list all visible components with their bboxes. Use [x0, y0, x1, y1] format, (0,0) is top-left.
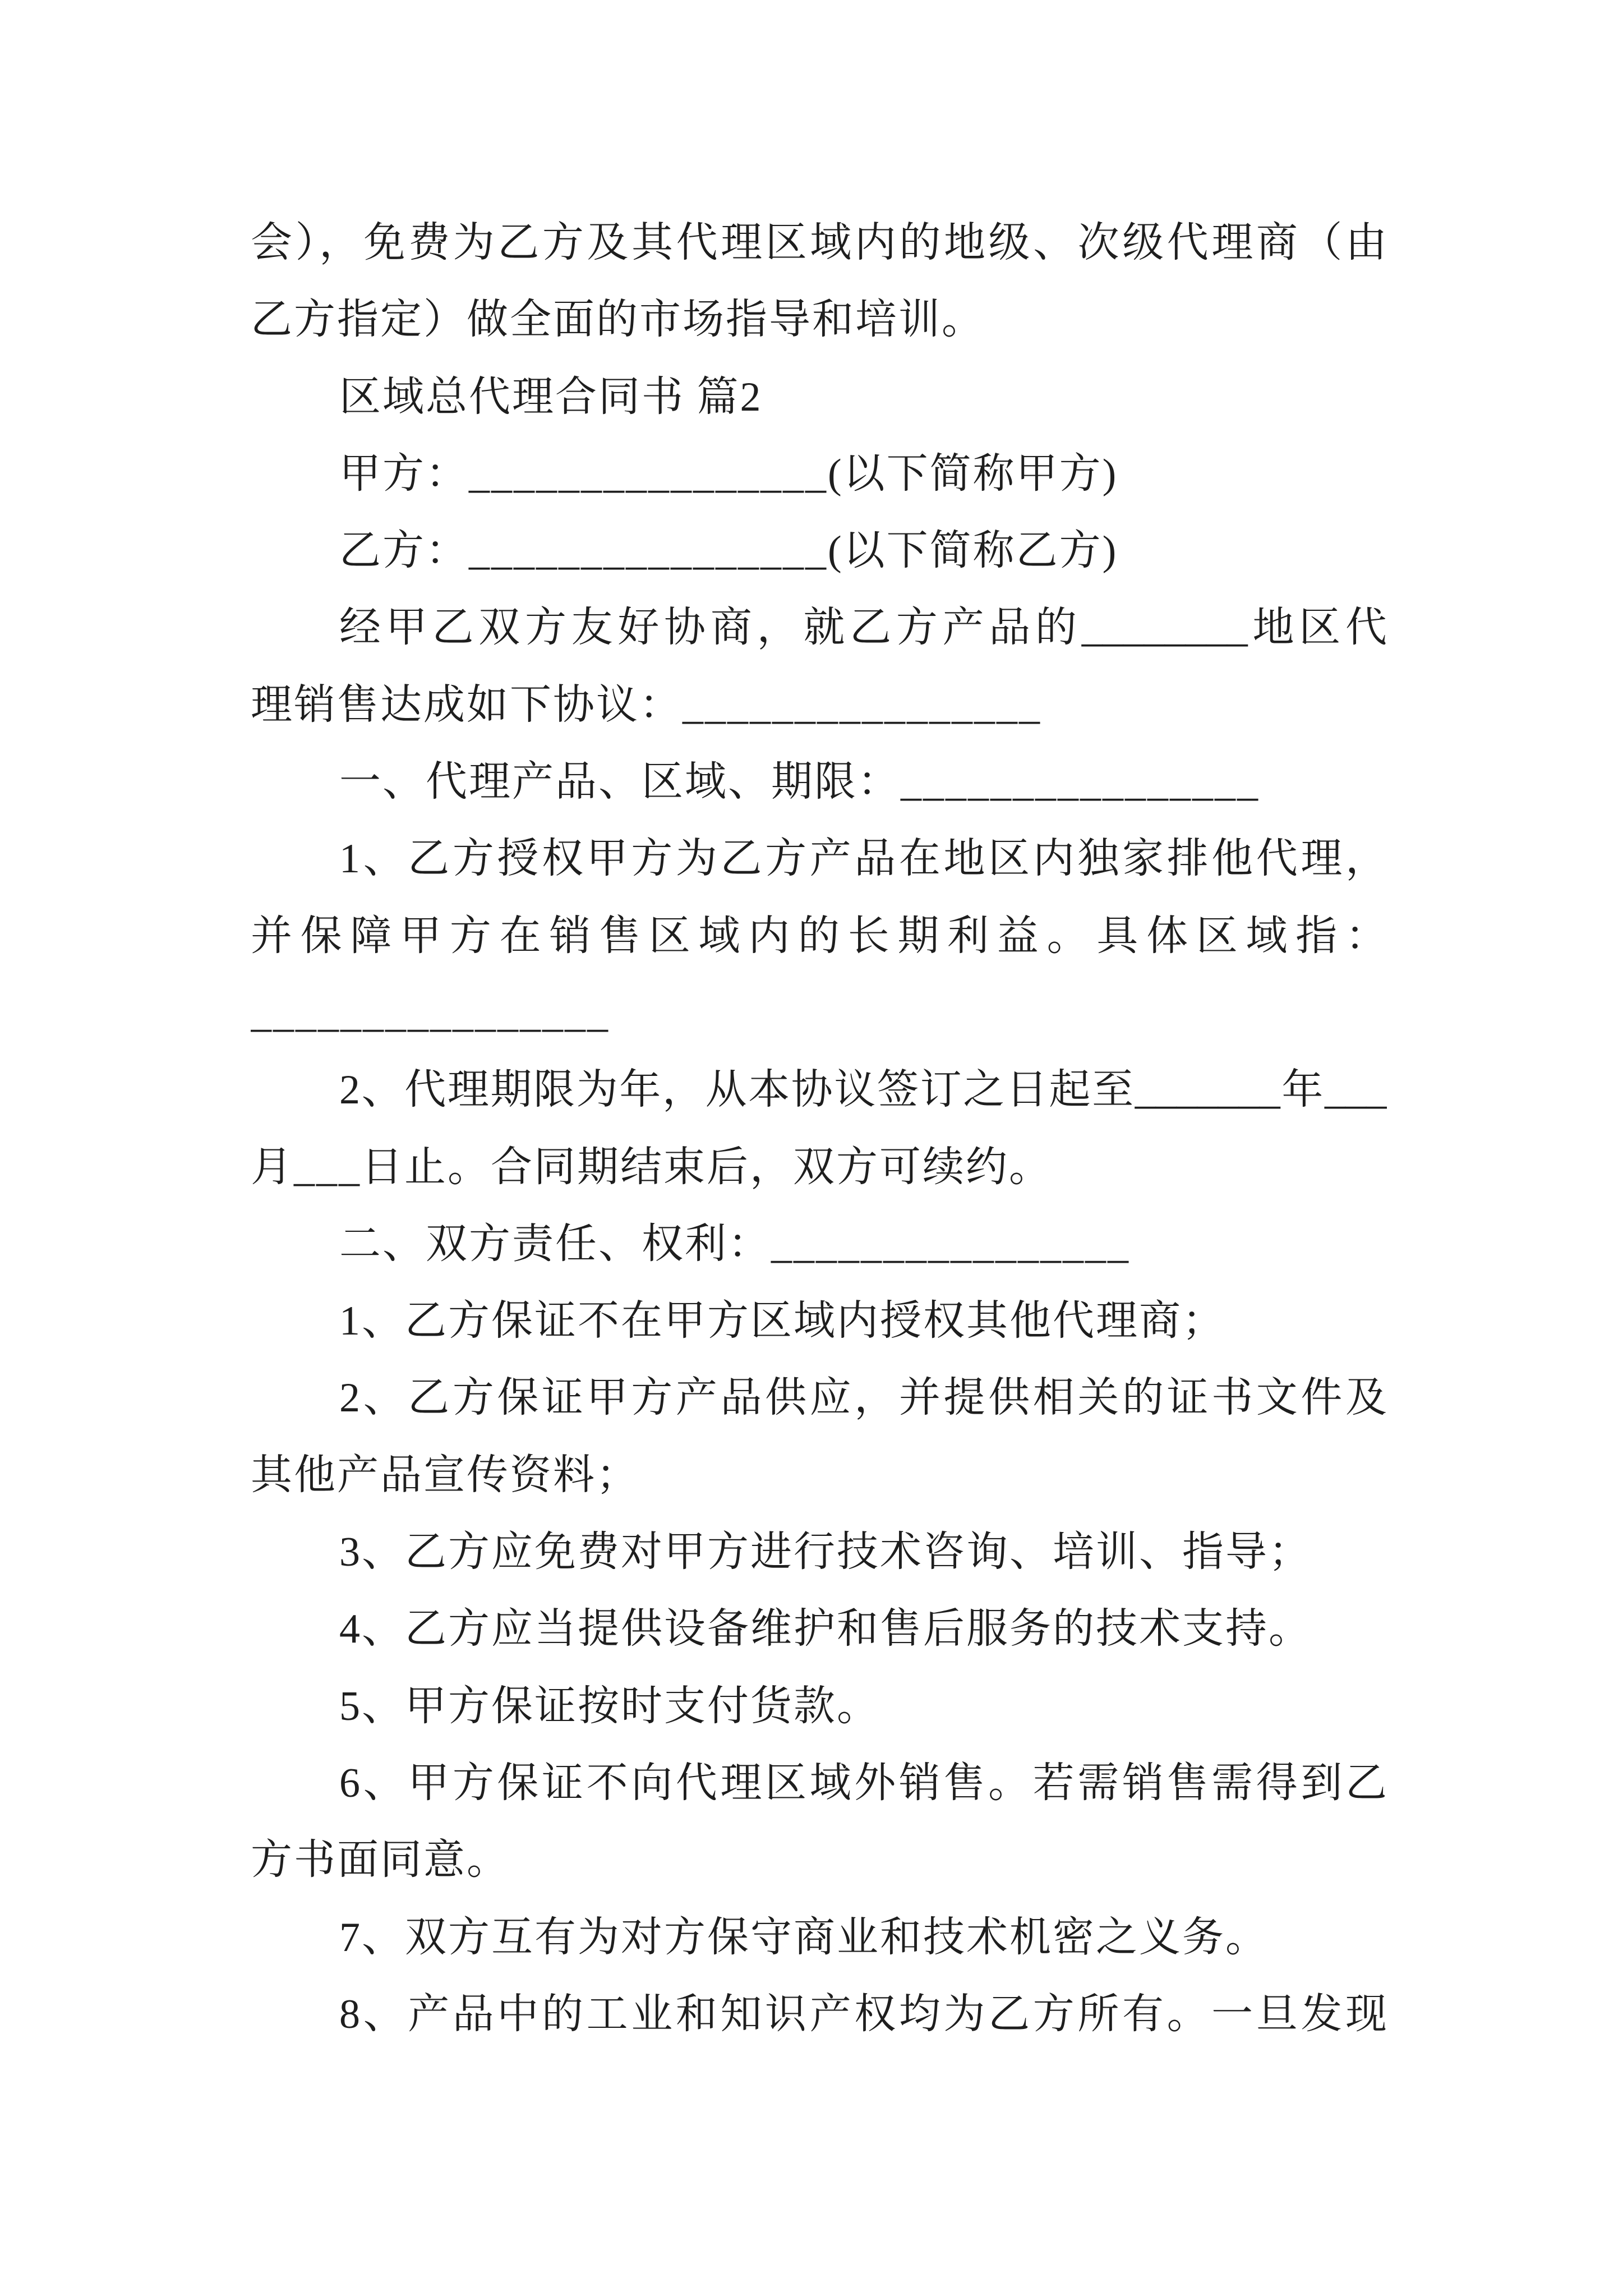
clause-heading-2: 二、双方责任、权利：________________ — [339, 1221, 1130, 1267]
continued-paragraph-line: 会），免费为乙方及其代理区域内的地级、次级代理商（由 — [251, 220, 1387, 266]
clause-item-line: 5、甲方保证按时支付货款。 — [339, 1683, 880, 1729]
clause-item-line: 1、乙方授权甲方为乙方产品在地区内独家排他代理， — [339, 836, 1387, 882]
party-b-line: 乙方：________________(以下简称乙方) — [339, 528, 1118, 574]
section-title: 区域总代理合同书 篇2 — [339, 374, 763, 420]
clause-item-line: 并保障甲方在销售区域内的长期利益。具体区域指： — [251, 913, 1387, 959]
clause-item-line: 8、产品中的工业和知识产权均为乙方所有。一旦发现 — [339, 1991, 1387, 2037]
party-a-line: 甲方：________________(以下简称甲方) — [339, 450, 1118, 497]
clause-item-line: 6、甲方保证不向代理区域外销售。若需销售需得到乙 — [339, 1760, 1387, 1806]
agreement-intro-line: 经甲乙双方友好协商，就乙方产品的________地区代 — [339, 605, 1387, 651]
clause-item-line: 其他产品宣传资料； — [251, 1452, 639, 1498]
clause-item-line: 2、代理期限为年，从本协议签订之日起至_______年___ — [339, 1067, 1387, 1114]
clause-item-line: 1、乙方保证不在甲方区域内授权其他代理商； — [339, 1298, 1225, 1345]
clause-item-line: 方书面同意。 — [251, 1837, 510, 1884]
clause-item-line: 3、乙方应免费对甲方进行技术咨询、培训、指导； — [339, 1529, 1312, 1576]
clause-item-line: 4、乙方应当提供设备维护和售后服务的技术支持。 — [339, 1606, 1312, 1653]
continued-paragraph-line: 乙方指定）做全面的市场指导和培训。 — [251, 297, 985, 343]
agreement-intro-line: 理销售达成如下协议：________________ — [251, 682, 1041, 728]
document-page — [251, 205, 1387, 2053]
clause-item-line: 月___日止。合同期结束后，双方可续约。 — [251, 1144, 1052, 1190]
clause-item-line: 7、双方互有为对方保守商业和技术机密之义务。 — [339, 1914, 1269, 1961]
clause-heading-1: 一、代理产品、区域、期限：________________ — [339, 759, 1260, 806]
clause-item-line: 2、乙方保证甲方产品供应，并提供相关的证书文件及 — [339, 1375, 1387, 1421]
blank-field-line: ________________ — [251, 990, 610, 1036]
